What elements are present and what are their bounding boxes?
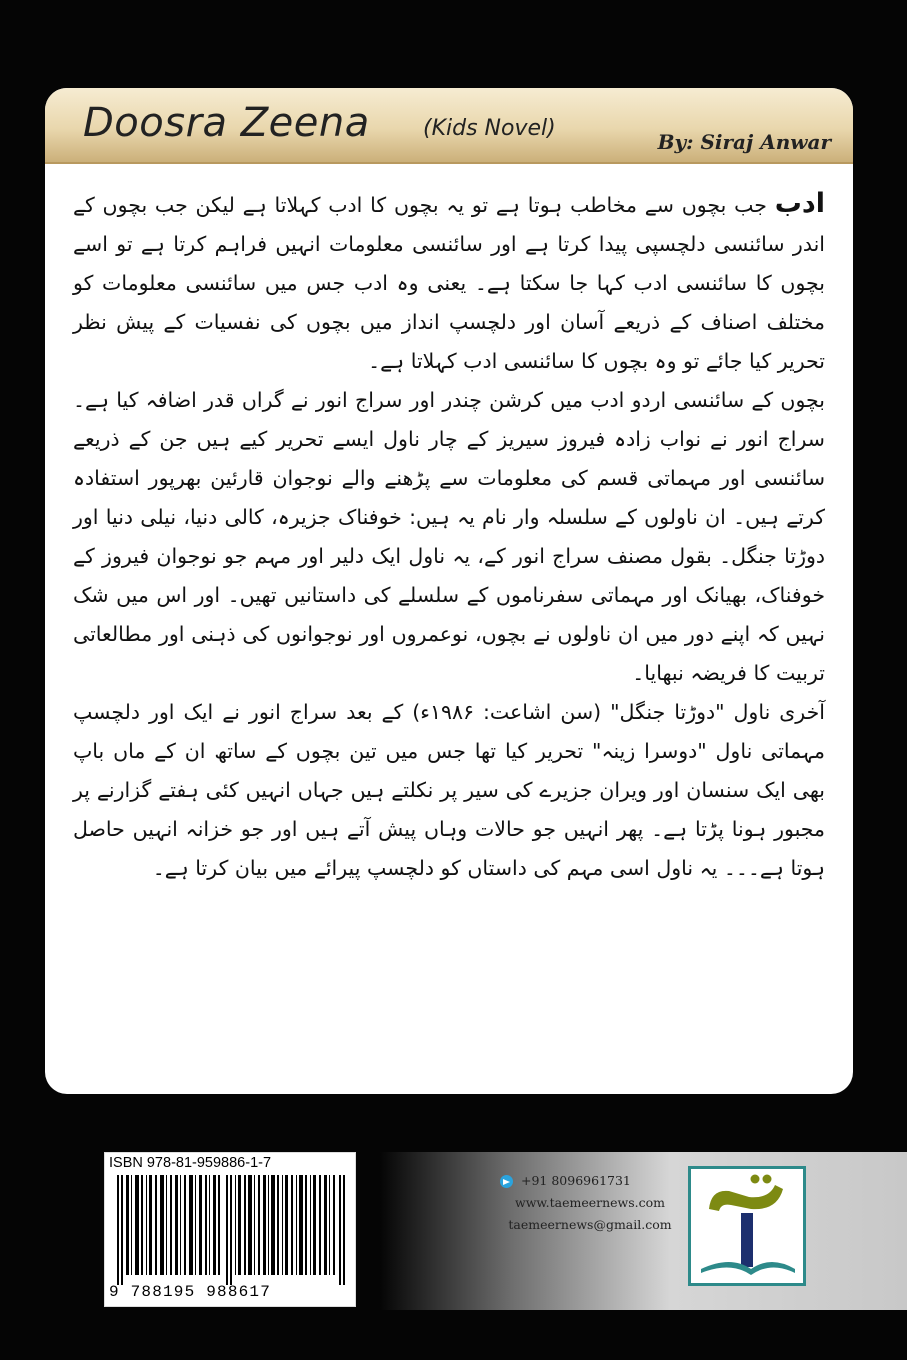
website-row: [500, 1192, 680, 1214]
publisher-logo: [688, 1166, 806, 1286]
paragraph-2: بچوں کے سائنسی اردو ادب میں کرشن چندر اور سراج انور نے گراں قدر اضافہ کیا ہے۔ سراج انور نے نواب زادہ فیروز سیریز کے چار ناول ایسے تحریر کیے ہیں جن کے ذریعے سائنسی اور مہماتی قسم کی معلومات سے پڑھنے والے نوجوان قارئین بھرپور استفادہ کرتے ہیں۔ ان ناولوں کے سلسلہ وار نام یہ ہیں: خوفناک جزیرہ، کالی دنیا، نیلی دنیا اور دوڑتا جنگل۔ بقول مصنف سراج انور کے، یہ ناول ایک دلیر اور مہم جو نوجوان فیروز کے خوفناک، بھیانک اور مہماتی سفرناموں کے سلسلے کی داستانیں تھیں۔ اور اس میں شک نہیں کہ اپنے دور میں ان ناولوں نے بچوں، نوعمروں اور نوجوانوں کی ذہنی اور مطالعاتی تربیت کا فریضہ نبھایا۔: [73, 388, 825, 685]
barcode-icon: [117, 1175, 345, 1285]
email-link[interactable]: taemeernews@gmail.com: [508, 1217, 672, 1232]
paragraph-1: [73, 184, 825, 381]
publisher-logo-icon: [691, 1169, 803, 1283]
phone-row: [500, 1170, 680, 1192]
paragraph-3: آخری ناول "دوڑتا جنگل" (سن اشاعت: ۱۹۸۶ء) کے بعد سراج انور نے ایک اور دلچسپ مہماتی ناول "دوسرا زینہ" تحریر کیا تھا جس میں تین بچوں کے ساتھ ان کے ماں باپ بھی ایک سنسان اور ویران جزیرے کی سیر پر نکلتے ہیں جہاں انہیں کئی ہفتے گزارنے پر مجبور ہونا پڑتا ہے۔ پھر انہیں جو حالات وہاں پیش آتے ہیں اور جو خزانہ انہیں حاصل ہوتا ہے۔۔۔ یہ ناول اسی مہم کی داستاں کو دلچسپ پیرائے میں بیان کرتا ہے۔: [73, 700, 825, 880]
publisher-contact: [500, 1170, 680, 1236]
author-name: By: Siraj Anwar: [657, 130, 831, 154]
paragraph-1-lead: ادب: [774, 188, 825, 219]
book-title: Doosra Zeena: [83, 100, 370, 146]
book-subtitle: (Kids Novel): [423, 116, 556, 141]
isbn-label: ISBN 978-81-959886-1-7: [109, 1155, 272, 1171]
isbn-digits: 9 788195 988617: [109, 1283, 272, 1301]
synopsis-text: [73, 184, 825, 1074]
title-banner: [45, 88, 853, 164]
isbn-barcode: [104, 1152, 356, 1307]
back-cover-panel: [45, 88, 853, 1094]
telegram-icon: [500, 1175, 513, 1188]
paragraph-1-text: جب بچوں سے مخاطب ہوتا ہے تو یہ بچوں کا ادب کہلاتا ہے لیکن جب بچوں کے اندر سائنسی دلچسپی پیدا کرتا ہے اور سائنسی معلومات انہیں فراہم کرتا ہے تو اسے بچوں کا سائنسی ادب کہا جا سکتا ہے۔ یعنی وہ ادب جس میں سائنسی معلومات کو مختلف اصناف کے ذریعے آسان اور دلچسپ انداز میں بچوں کی نفسیات کے پیش نظر تحریر کیا جائے تو وہ بچوں کا سائنسی ادب کہلاتا ہے۔: [73, 193, 825, 373]
phone-number[interactable]: +91 8096961731: [521, 1173, 631, 1188]
website-link[interactable]: www.taemeernews.com: [515, 1195, 665, 1210]
email-row: [500, 1214, 680, 1236]
